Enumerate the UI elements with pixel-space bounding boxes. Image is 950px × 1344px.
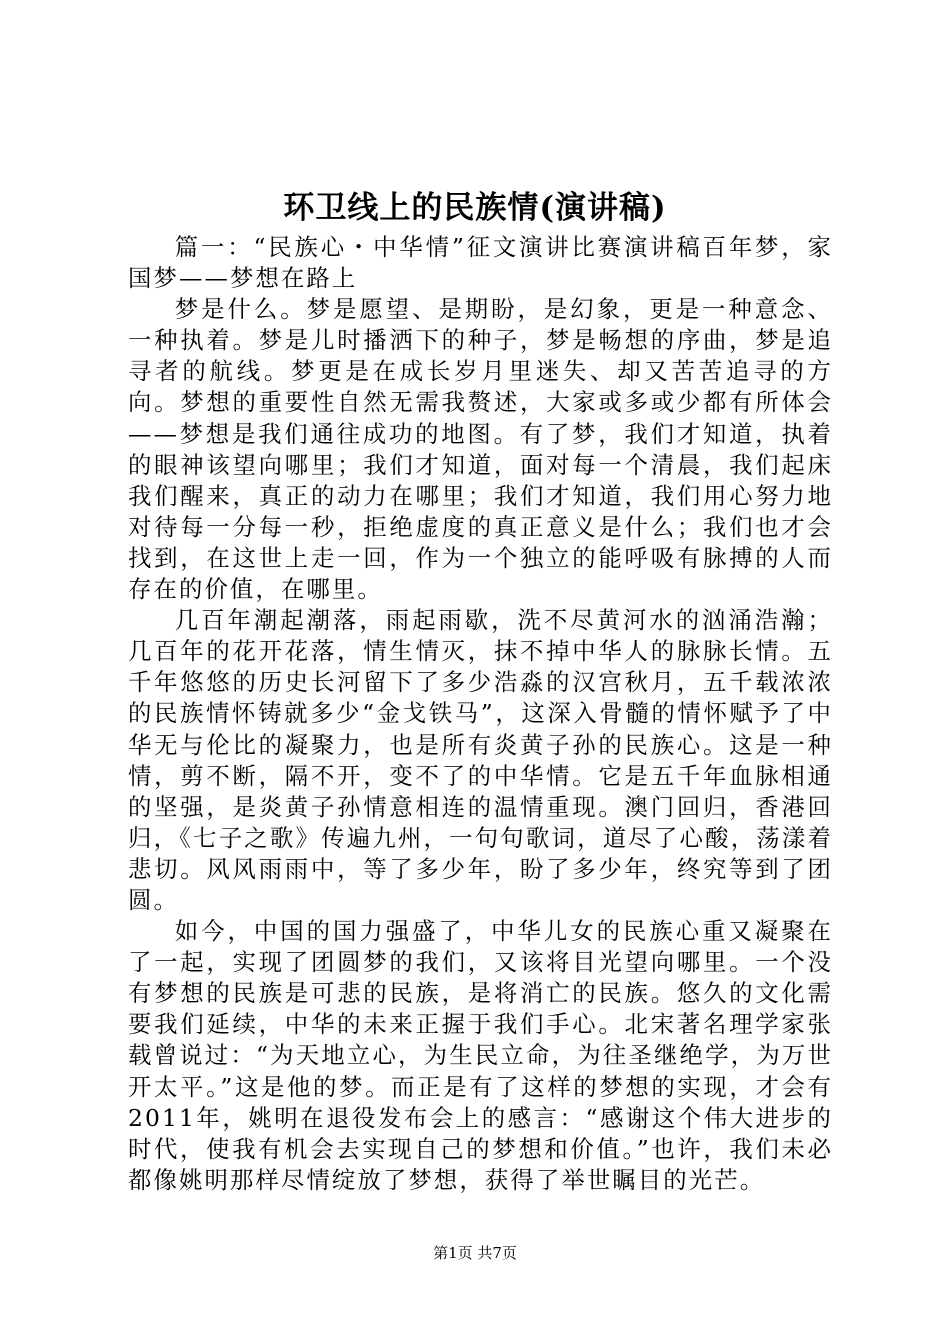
document-body (128, 232, 833, 1196)
document-title: 环卫线上的民族情(演讲稿) (283, 190, 667, 226)
page-number-footer: 第1页 共7页 (433, 1244, 517, 1262)
paragraph-1: 梦是什么。梦是愿望、是期盼，是幻象，更是一种意念、一种执着。梦是儿时播洒下的种子，梦是畅想的序曲，梦是追寻者的航线。梦更是在成长岁月里迷失、却又苦苦追寻的方向。梦想的重要性自然无需我赘述，大家或多或少都有所体会——梦想是我们通往成功的地图。有了梦，我们才知道，执着的眼神该望向哪里；我们才知道，面对每一个清晨，我们起床我们醒来，真正的动力在哪里；我们才知道，我们用心努力地对待每一分每一秒，拒绝虚度的真正意义是什么；我们也才会找到，在这世上走一回，作为一个独立的能呼吸有脉搏的人而存在的价值，在哪里。 (128, 295, 833, 604)
paragraph-2: 几百年潮起潮落，雨起雨歇，洗不尽黄河水的汹涌浩瀚；几百年的花开花落，情生情灭，抹不掉中华人的脉脉长情。五千年悠悠的历史长河留下了多少浩淼的汉宫秋月，五千载浓浓的民族情怀铸就多少“金戈铁马”，这深入骨髓的情怀赋予了中华无与伦比的凝聚力，也是所有炎黄子孙的民族心。这是一种情，剪不断，隔不开，变不了的中华情。它是五千年血脉相通的坚强，是炎黄子孙情意相连的温情重现。澳门回归，香港回归，《七子之歌》传遍九州，一句句歌词，道尽了心酸，荡漾着悲切。风风雨雨中，等了多少年，盼了多少年，终究等到了团圆。 (128, 606, 833, 914)
paragraph-3: 如今，中国的国力强盛了，中华儿女的民族心重又凝聚在了一起，实现了团圆梦的我们，又该将目光望向哪里。一个没有梦想的民族是可悲的民族，是将消亡的民族。悠久的文化需要我们延续，中华的未来正握于我们手心。北宋著名理学家张载曾说过：“为天地立心，为生民立命，为往圣继绝学，为万世开太平。”这是他的梦。而正是有了这样的梦想的实现，才会有2011年，姚明在退役发布会上的感言：“感谢这个伟大进步的时代，使我有机会去实现自己的梦想和价值。”也许，我们未必都像姚明那样尽情绽放了梦想，获得了举世瞩目的光芒。 (128, 917, 833, 1194)
paragraph-heading: 篇一：“民族心・中华情”征文演讲比赛演讲稿百年梦，家国梦——梦想在路上 (128, 233, 833, 293)
